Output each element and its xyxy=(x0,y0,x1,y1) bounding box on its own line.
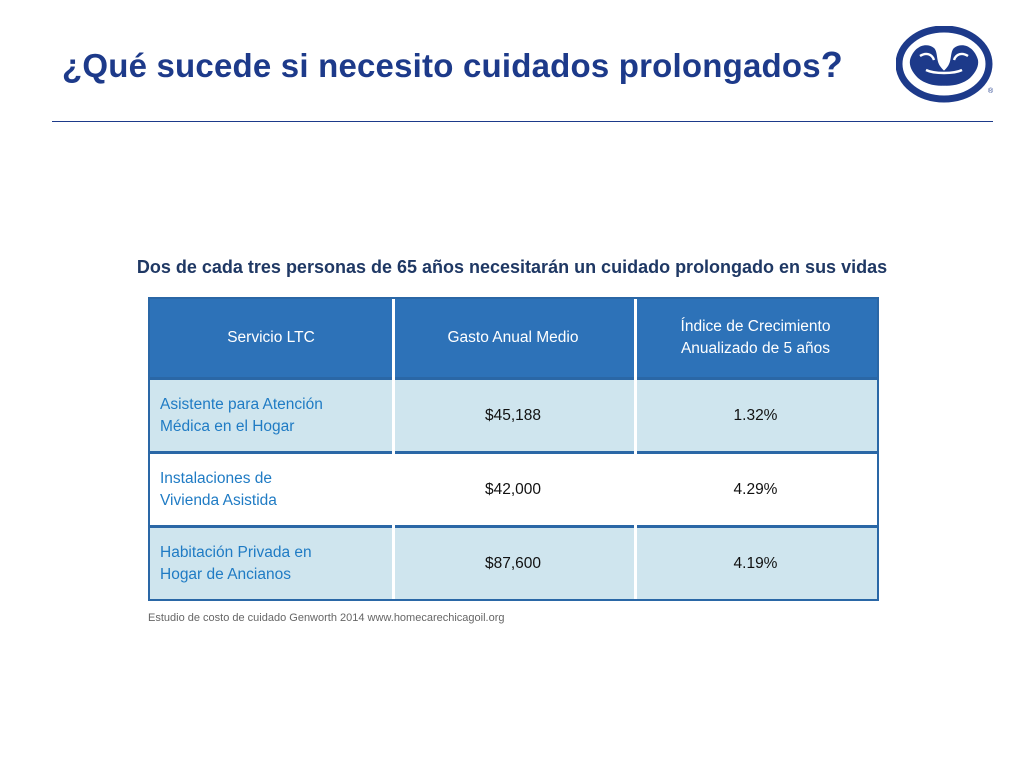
table-heading: Dos de cada tres personas de 65 años necesitarán un cuidado prolongado en sus vidas xyxy=(136,257,888,277)
registered-mark: ® xyxy=(988,88,994,95)
column-divider xyxy=(392,299,395,599)
header-indice: Índice de Crecimiento Anualizado de 5 años xyxy=(634,299,877,377)
slide-title-text: ¿Qué sucede si necesito cuidados prolongados xyxy=(62,47,821,84)
ltc-cost-table xyxy=(148,297,879,601)
header-gasto: Gasto Anual Medio xyxy=(392,299,634,377)
growth-cell: 4.29% xyxy=(634,454,877,525)
cost-cell: $42,000 xyxy=(392,454,634,525)
cost-cell: $87,600 xyxy=(392,528,634,599)
table-row xyxy=(150,454,877,525)
header-servicio: Servicio LTC xyxy=(150,299,392,377)
service-cell: Asistente para Atención Médica en el Hogar xyxy=(150,380,392,451)
cost-cell: $45,188 xyxy=(392,380,634,451)
column-divider xyxy=(634,299,637,599)
slide-title xyxy=(62,44,843,86)
table-header-row xyxy=(150,299,877,377)
title-divider xyxy=(52,121,993,122)
table-row xyxy=(150,380,877,451)
cupped-hands-logo-icon xyxy=(896,26,996,104)
table-row xyxy=(150,528,877,599)
service-cell: Instalaciones de Vivienda Asistida xyxy=(150,454,392,525)
growth-cell: 4.19% xyxy=(634,528,877,599)
growth-cell: 1.32% xyxy=(634,380,877,451)
source-note: Estudio de costo de cuidado Genworth 2014 www.homecarechicagoil.org xyxy=(148,612,505,624)
slide-title-question-mark: ? xyxy=(820,44,843,85)
service-cell: Habitación Privada en Hogar de Ancianos xyxy=(150,528,392,599)
